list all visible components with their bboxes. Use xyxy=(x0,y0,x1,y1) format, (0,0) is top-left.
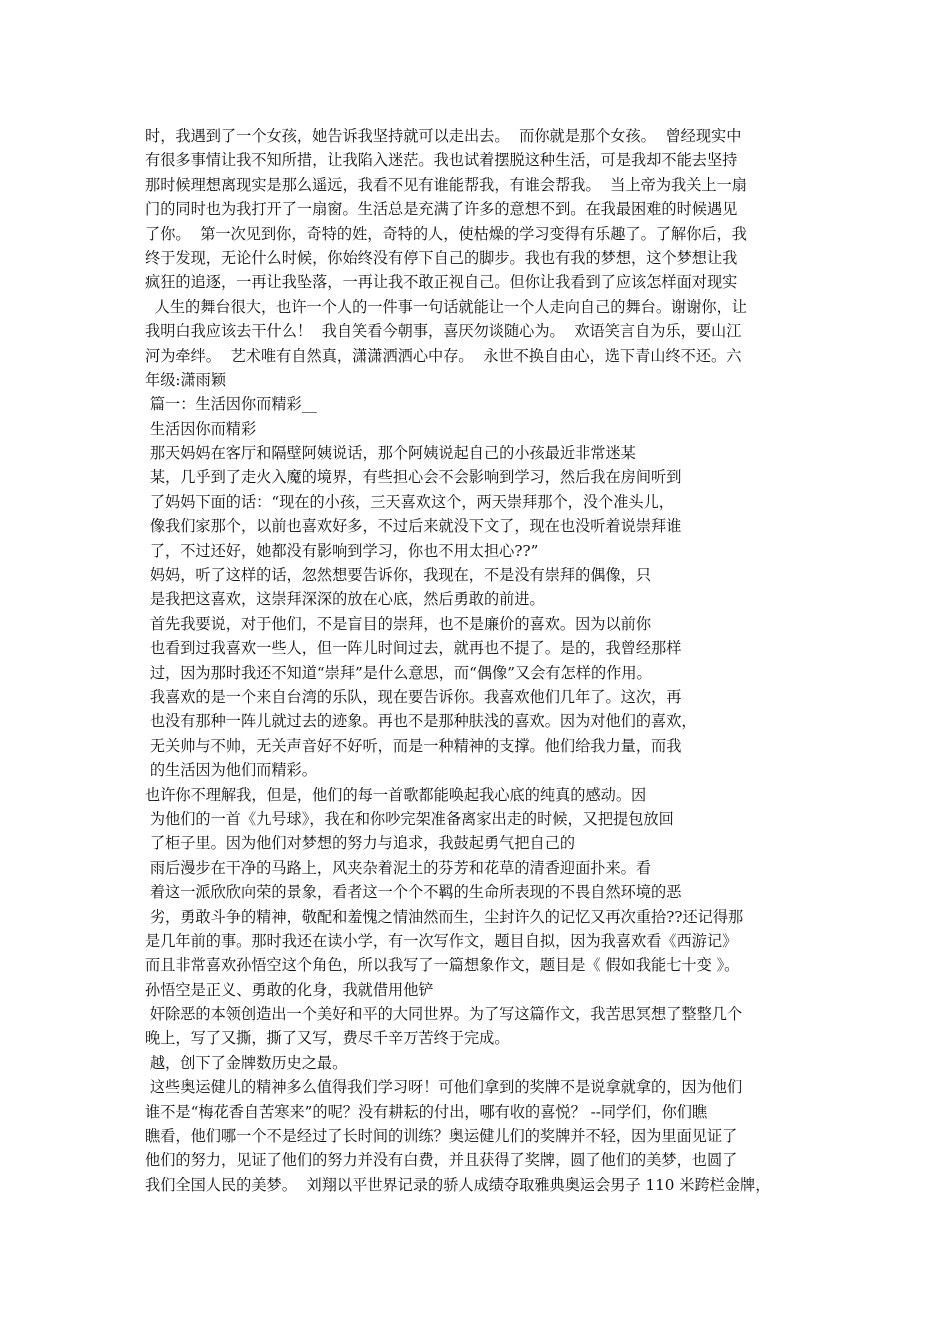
text-line: 也看到过我喜欢一些人，但一阵儿时间过去，就再也不提了。是的，我曾经那样 xyxy=(145,639,682,658)
text-line: 越，创下了金牌数历史之最。 xyxy=(145,1053,348,1072)
text-line: 劣，勇敢斗争的精神，敬配和羞愧之情油然而生，尘封许久的记忆又再次重拾??还记得那 xyxy=(145,907,744,926)
text-line: 疯狂的追逐，一再让我坠落，一再让我不敢正视自己。但你让我看到了应该怎样面对现实 xyxy=(145,273,738,292)
text-line: 雨后漫步在干净的马路上，风夹杂着泥土的芬芳和花草的清香迎面扑来。看 xyxy=(145,858,652,877)
text-line: 时，我遇到了一个女孩，她告诉我坚持就可以走出去。 而你就是那个女孩。 曾经现实中 xyxy=(145,127,742,145)
text-line: 奸除恶的本领创造出一个美好和平的大同世界。为了写这篇作文，我苦思冥想了整整几个 xyxy=(145,1005,743,1024)
text-line: 无关帅与不帅，无关声音好不好听，而是一种精神的支撑。他们给我力量，而我 xyxy=(145,736,682,755)
text-line: 我们全国人民的美梦。 刘翔以平世界记录的骄人成绩夺取雅典奥运会男子 110 米跨栏金牌， xyxy=(145,1175,771,1194)
text-line: 像我们家那个，以前也喜欢好多，不过后来就没下文了，现在也没听着说崇拜谁 xyxy=(145,517,682,536)
text-line: 这些奥运健儿的精神多么值得我们学习呀！可他们拿到的奖牌不是说拿就拿的，因为他们 xyxy=(145,1078,743,1097)
text-line: 了，不过还好，她都没有影响到学习，你也不用太担心??” xyxy=(145,541,539,560)
text-line: 我喜欢的是一个来自台湾的乐队，现在要告诉你。我喜欢他们几年了。这次，再 xyxy=(145,687,682,706)
text-line: 首先我要说，对于他们，不是盲目的崇拜，也不是廉价的喜欢。因为以前你 xyxy=(145,614,652,633)
text-line: 他们的努力，见证了他们的努力并没有白费，并且获得了奖牌，圆了他们的美梦，也圆了 xyxy=(145,1151,738,1170)
text-line: 而且非常喜欢孙悟空这个角色，所以我写了一篇想象作文，题目是《 假如我能七十变 》。 xyxy=(145,956,740,975)
text-line: 那时候理想离现实是那么遥远，我看不见有谁能帮我，有谁会帮我。 当上帝为我关上一扇 xyxy=(145,175,747,194)
text-line: 过，因为那时我还不知道“崇拜”是什么意思，而“偶像”又会有怎样的作用。 xyxy=(145,663,652,682)
text-line: 年级:潇雨颖 xyxy=(145,370,227,389)
text-line: 门的同时也为我打开了一扇窗。生活总是充满了许多的意想不到。在我最困难的时候遇见 xyxy=(145,200,738,219)
text-line: 终于发现，无论什么时候，你始终没有停下自己的脚步。我也有我的梦想，这个梦想让我 xyxy=(145,248,738,267)
text-line: 瞧看，他们哪一个不是经过了长时间的训练？奥运健儿们的奖牌并不轻，因为里面见证了 xyxy=(145,1127,738,1146)
text-line: 那天妈妈在客厅和隔壁阿姨说话，那个阿姨说起自己的小孩最近非常迷某 xyxy=(145,444,636,463)
text-line: 是几年前的事。那时我还在读小学，有一次写作文，题目自拟，因为我喜欢看《西游记》 xyxy=(145,931,738,950)
text-line: 了你。 第一次见到你，奇特的姓，奇特的人，使枯燥的学习变得有乐趣了。了解你后，我 xyxy=(145,224,747,243)
text-line: 是我把这喜欢，这崇拜深深的放在心底，然后勇敢的前进。 xyxy=(145,590,545,609)
text-line: 为他们的一首《九号球》，我在和你吵完架准备离家出走的时候，又把提包放回 xyxy=(145,809,674,828)
text-line: 人生的舞台很大，也许一个人的一件事一句话就能让一个人走向自己的舞台。谢谢你，让 xyxy=(145,297,747,316)
text-line: 晚上，写了又撕，撕了又写，费尽千辛万苦终于完成。 xyxy=(145,1029,510,1048)
text-line: 妈妈，听了这样的话，忽然想要告诉你，我现在，不是没有崇拜的偶像，只 xyxy=(145,566,652,585)
text-line: 某，几乎到了走火入魔的境界，有些担心会不会影响到学习，然后我在房间听到 xyxy=(145,468,682,487)
text-line: 谁不是“梅花香自苦寒来”的呢？没有耕耘的付出，哪有收的喜悦？ --同学们，你们瞧 xyxy=(145,1102,708,1121)
section-heading: 篇一：生活因你而精彩__ xyxy=(145,395,317,414)
article-title: 生活因你而精彩 xyxy=(145,419,257,438)
text-line: 孙悟空是正义、勇敢的化身，我就借用他铲 xyxy=(145,980,434,999)
text-line: 着这一派欣欣向荣的景象，看者这一个个不羁的生命所表现的不畏自然环境的恶 xyxy=(145,883,682,902)
text-line: 了柜子里。因为他们对梦想的努力与追求，我鼓起勇气把自己的 xyxy=(145,834,576,853)
document-body xyxy=(145,124,825,1197)
text-line: 我明白我应该去干什么！ 我自笑看今朝事，喜厌勿谈随心为。 欢语笑言自为乐，要山江 xyxy=(145,322,742,341)
text-line: 河为牵绊。 艺术唯有自然真，潇潇洒洒心中存。 永世不换自由心，选下青山终不还。六 xyxy=(145,346,742,365)
text-line: 的生活因为他们而精彩。 xyxy=(145,761,317,780)
text-line: 也许你不理解我，但是，他们的每一首歌都能唤起我心底的纯真的感动。因 xyxy=(145,785,647,804)
text-line: 也没有那种一阵儿就过去的迹象。再也不是那种肤浅的喜欢。因为对他们的喜欢， xyxy=(145,712,697,731)
text-line: 了妈妈下面的话：“现在的小孩，三天喜欢这个，两天崇拜那个，没个准头儿， xyxy=(145,492,674,511)
text-line: 有很多事情让我不知所措，让我陷入迷茫。我也试着摆脱这种生活，可是我却不能去坚持 xyxy=(145,151,738,170)
